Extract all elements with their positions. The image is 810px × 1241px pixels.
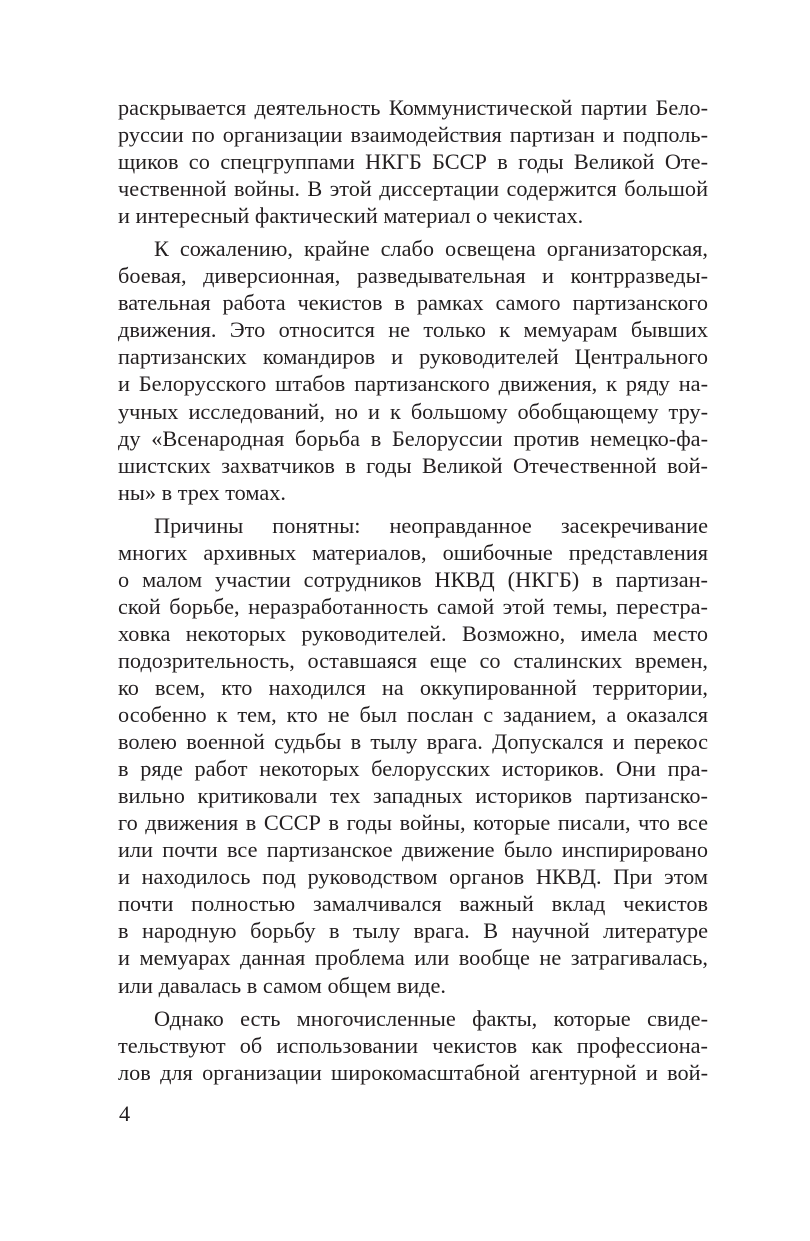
- paragraph-1: [118, 94, 708, 229]
- text-line: движения. Это относится не только к мемуарам бывших: [118, 317, 708, 343]
- text-line: многих архивных материалов, ошибочные представления: [118, 539, 708, 565]
- paragraph-4: [118, 1005, 708, 1086]
- text-line: и мемуарах данная проблема или вообще не затрагивалась,: [118, 945, 708, 971]
- page-number: 4: [119, 1101, 131, 1126]
- paragraph-3: [118, 512, 708, 999]
- text-line: вильно критиковали тех западных историков партизанско-: [118, 783, 708, 809]
- text-line: особенно к тем, кто не был послан с заданием, а оказался: [118, 702, 708, 728]
- text-line: ской борьбе, неразработанность самой этой темы, перестра-: [118, 593, 708, 619]
- text-line: или давалась в самом общем виде.: [118, 972, 446, 998]
- text-line: раскрывается деятельность Коммунистической партии Бело-: [118, 95, 708, 120]
- text-line: подозрительность, оставшаяся еще со сталинских времен,: [118, 647, 708, 673]
- text-line: в ряде работ некоторых белорусских историков. Они пра-: [118, 756, 708, 782]
- text-line: К сожалению, крайне слабо освещена организаторская,: [154, 236, 708, 262]
- text-line: партизанских командиров и руководителей Центрального: [118, 344, 708, 370]
- text-line: ховка некоторых руководителей. Возможно, имела место: [118, 620, 708, 646]
- text-line: учных исследований, но и к большому обобщающему тру-: [118, 398, 708, 424]
- text-line: Однако есть многочисленные факты, которые свиде-: [154, 1005, 708, 1031]
- text-line: почти полностью замалчивался важный вклад чекистов: [118, 891, 708, 917]
- text-line: и находилось под руководством органов НКВД. При этом: [118, 864, 708, 890]
- text-line: ду «Всенародная борьба в Белоруссии против немецко-фа-: [118, 425, 708, 451]
- text-line: и Белорусского штабов партизанского движения, к ряду на-: [118, 371, 708, 397]
- text-line: в народную борьбу в тылу врага. В научной литературе: [118, 918, 708, 944]
- text-line: вательная работа чекистов в рамках самого партизанского: [118, 290, 708, 316]
- text-line: ко всем, кто находился на оккупированной территории,: [118, 674, 708, 700]
- text-line: и интересный фактический материал о чекистах.: [118, 203, 584, 229]
- text-line: чественной войны. В этой диссертации содержится большой: [118, 176, 708, 202]
- text-line: тельствуют об использовании чекистов как профессиона-: [118, 1032, 708, 1058]
- text-line: боевая, диверсионная, разведывательная и контрразведы-: [118, 263, 708, 289]
- page-body: [118, 94, 708, 1086]
- text-line: или почти все партизанское движение было инспирировано: [118, 837, 708, 863]
- text-line: го движения в СССР в годы войны, которые писали, что все: [118, 810, 708, 836]
- text-line: лов для организации широкомасштабной агентурной и вой-: [118, 1059, 708, 1085]
- text-line: щиков со спецгруппами НКГБ БССР в годы Великой Оте-: [118, 149, 708, 175]
- text-line: руссии по организации взаимодействия партизан и подполь-: [118, 122, 708, 148]
- text-line: Причины понятны: неоправданное засекречивание: [154, 512, 708, 538]
- text-line: шистских захватчиков в годы Великой Отечественной вой-: [118, 452, 708, 478]
- text-line: волею военной судьбы в тылу врага. Допускался и перекос: [118, 729, 708, 755]
- paragraph-2: [118, 235, 708, 505]
- text-line: ны» в трех томах.: [118, 479, 286, 505]
- text-line: о малом участии сотрудников НКВД (НКГБ) в партизан-: [118, 566, 708, 592]
